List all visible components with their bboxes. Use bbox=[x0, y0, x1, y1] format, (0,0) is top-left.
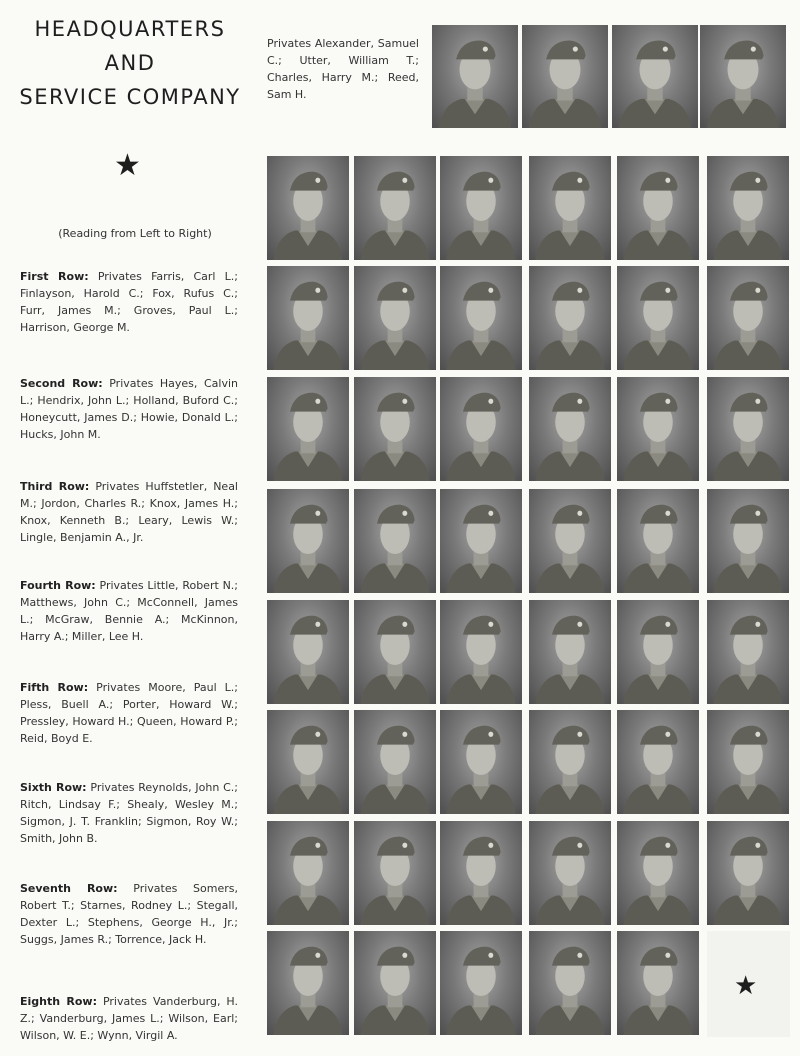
portrait-photo bbox=[612, 25, 698, 128]
portrait-photo bbox=[529, 821, 611, 925]
caption-label: Eighth Row: bbox=[20, 995, 97, 1008]
portrait-photo bbox=[617, 156, 699, 260]
caption-label: Sixth Row: bbox=[20, 781, 87, 794]
caption-label: Fourth Row: bbox=[20, 579, 96, 592]
portrait-photo bbox=[354, 600, 436, 704]
caption-label: First Row: bbox=[20, 270, 89, 283]
caption-names: Privates Farris, Carl L.; Finlayson, Harold C.; Fox, Rufus C.; Furr, James M.; Groves, Paul L.; Harrison, George M. bbox=[20, 270, 239, 334]
portrait-photo bbox=[617, 931, 699, 1035]
portrait-photo bbox=[707, 377, 789, 481]
portrait-photo bbox=[267, 377, 349, 481]
portrait-photo bbox=[440, 266, 522, 370]
portrait-photo bbox=[617, 266, 699, 370]
portrait-photo bbox=[354, 489, 436, 593]
title-line-3: SERVICE COMPANY bbox=[19, 85, 241, 109]
top-photos-caption: Privates Alexander, Samuel C.; Utter, William T.; Charles, Harry M.; Reed, Sam H. bbox=[267, 37, 419, 101]
caption-row-3 bbox=[20, 478, 238, 546]
caption-names: Privates Moore, Paul L.; Pless, Buell A.; Porter, Howard W.; Pressley, Howard H.; Queen, Howard P.; Reid, Boyd E. bbox=[20, 681, 238, 745]
caption-row-1 bbox=[20, 268, 238, 336]
star-icon: ★ bbox=[114, 148, 141, 183]
reading-note: (Reading from Left to Right) bbox=[58, 227, 212, 240]
portrait-photo bbox=[440, 931, 522, 1035]
portrait-photo bbox=[522, 25, 608, 128]
portrait-photo bbox=[529, 377, 611, 481]
portrait-photo bbox=[617, 489, 699, 593]
portrait-photo bbox=[529, 156, 611, 260]
portrait-photo bbox=[529, 710, 611, 814]
caption-names: Privates Little, Robert N.; Matthews, John C.; McConnell, James L.; McGraw, Bennie A.; McKinnon, Harry A.; Miller, Lee H. bbox=[20, 579, 239, 643]
caption-row-8 bbox=[20, 993, 238, 1044]
page-title bbox=[14, 12, 246, 114]
portrait-photo bbox=[267, 710, 349, 814]
portrait-photo bbox=[354, 710, 436, 814]
caption-label: Seventh Row: bbox=[20, 882, 118, 895]
portrait-photo bbox=[267, 600, 349, 704]
portrait-photo bbox=[354, 156, 436, 260]
portrait-photo bbox=[707, 710, 789, 814]
portrait-photo bbox=[707, 489, 789, 593]
portrait-photo bbox=[707, 821, 789, 925]
title-line-1: HEADQUARTERS bbox=[34, 17, 226, 41]
portrait-photo bbox=[440, 377, 522, 481]
portrait-photo bbox=[617, 377, 699, 481]
caption-names: Privates Vanderburg, H. Z.; Vanderburg, James L.; Wilson, Earl; Wilson, W. E.; Wynn, Virgil A. bbox=[20, 995, 238, 1042]
portrait-photo bbox=[707, 156, 789, 260]
portrait-photo bbox=[267, 931, 349, 1035]
portrait-photo bbox=[440, 710, 522, 814]
caption-row-2 bbox=[20, 375, 238, 443]
portrait-photo bbox=[267, 489, 349, 593]
caption-names: Privates Somers, Robert T.; Starnes, Rodney L.; Stegall, Dexter L.; Stephens, George H., Jr.; Suggs, James R.; Torrence, Jack H. bbox=[20, 882, 238, 946]
caption-label: Fifth Row: bbox=[20, 681, 89, 694]
portrait-photo bbox=[617, 821, 699, 925]
portrait-photo bbox=[529, 931, 611, 1035]
portrait-photo bbox=[354, 266, 436, 370]
portrait-photo bbox=[267, 156, 349, 260]
caption-row-5 bbox=[20, 679, 238, 747]
caption-label: Third Row: bbox=[20, 480, 90, 493]
portrait-photo bbox=[700, 25, 786, 128]
portrait-photo bbox=[267, 266, 349, 370]
portrait-photo bbox=[617, 600, 699, 704]
portrait-photo bbox=[617, 710, 699, 814]
caption-row-4 bbox=[20, 577, 238, 645]
portrait-photo bbox=[440, 156, 522, 260]
caption-names: Privates Huffstetler, Neal M.; Jordon, Charles R.; Knox, James H.; Knox, Kenneth B.; Leary, Lewis W.; Lingle, Benjamin A., Jr. bbox=[20, 480, 238, 544]
portrait-photo bbox=[529, 266, 611, 370]
portrait-photo bbox=[440, 821, 522, 925]
portrait-photo bbox=[432, 25, 518, 128]
portrait-photo bbox=[529, 600, 611, 704]
portrait-photo bbox=[267, 821, 349, 925]
portrait-photo bbox=[440, 489, 522, 593]
portrait-photo bbox=[529, 489, 611, 593]
caption-names: Privates Hayes, Calvin L.; Hendrix, John L.; Holland, Buford C.; Honeycutt, James D.; Howie, Donald L.; Hucks, John M. bbox=[20, 377, 238, 441]
star-icon: ★ bbox=[734, 971, 758, 1001]
caption-label: Second Row: bbox=[20, 377, 103, 390]
portrait-photo bbox=[354, 377, 436, 481]
portrait-photo bbox=[354, 821, 436, 925]
portrait-photo bbox=[354, 931, 436, 1035]
caption-row-7 bbox=[20, 880, 238, 948]
caption-row-6 bbox=[20, 779, 238, 847]
caption-names: Privates Reynolds, John C.; Ritch, Lindsay F.; Shealy, Wesley M.; Sigmon, J. T. Franklin; Sigmon, Roy W.; Smith, John B. bbox=[20, 781, 239, 845]
portrait-photo bbox=[707, 600, 789, 704]
portrait-photo bbox=[440, 600, 522, 704]
title-line-2: AND bbox=[104, 51, 156, 75]
portrait-photo bbox=[707, 266, 789, 370]
